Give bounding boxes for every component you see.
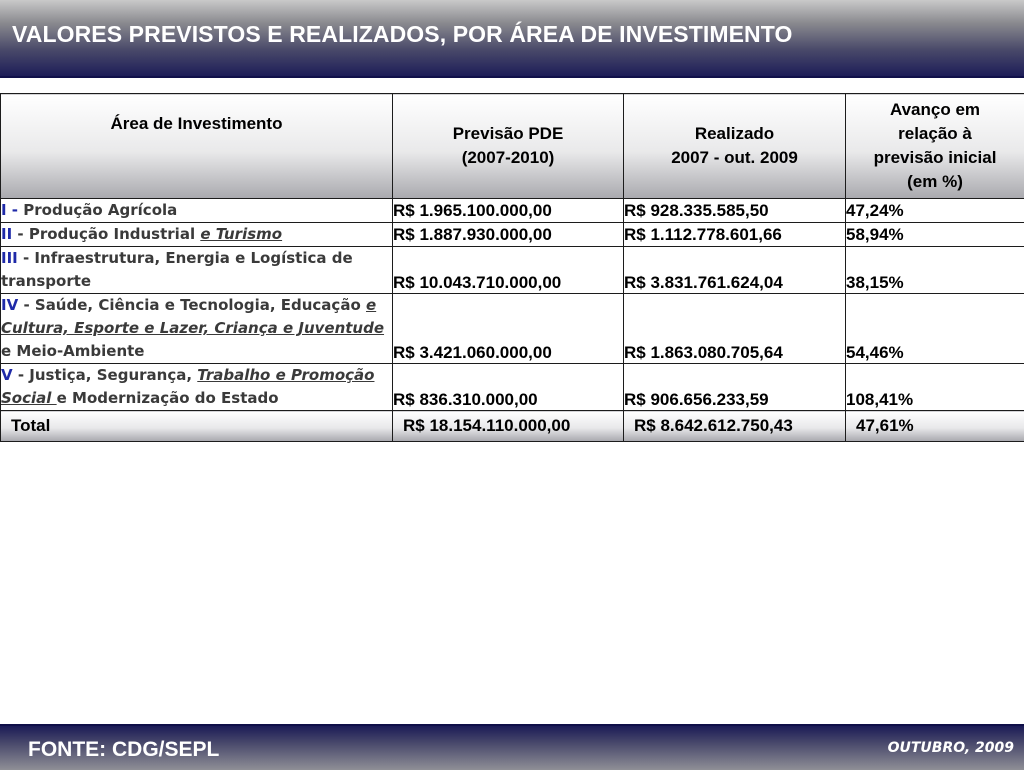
area-cell — [1, 247, 393, 294]
realized-cell: R$ 1.112.778.601,66 — [624, 223, 846, 247]
advance-cell: 38,15% — [846, 247, 1024, 294]
roman-numeral: IV — [1, 296, 18, 314]
header-area-label: Área de Investimento — [1, 112, 392, 136]
area-text-emphasis: Trabalho e Promoção Social — [1, 366, 374, 407]
header-bar — [0, 0, 1024, 78]
header-advance — [846, 94, 1024, 199]
total-prevision: R$ 18.154.110.000,00 — [393, 411, 624, 442]
advance-cell: 54,46% — [846, 294, 1024, 364]
area-cell — [1, 294, 393, 364]
header-realized-line2: 2007 - out. 2009 — [630, 146, 839, 170]
header-advance-line3: previsão inicial — [852, 146, 1018, 170]
advance-cell: 108,41% — [846, 364, 1024, 411]
roman-numeral: III — [1, 249, 18, 267]
prevision-cell: R$ 1.965.100.000,00 — [393, 199, 624, 223]
advance-cell: 47,24% — [846, 199, 1024, 223]
area-text-end: e Modernização do Estado — [57, 389, 279, 407]
prevision-cell: R$ 10.043.710.000,00 — [393, 247, 624, 294]
realized-cell: R$ 928.335.585,50 — [624, 199, 846, 223]
area-text: Produção Agrícola — [23, 201, 177, 219]
roman-numeral: V — [1, 366, 13, 384]
header-prevision-line1: Previsão PDE — [399, 122, 617, 146]
area-text-emphasis: e Cultura, Esporte e Lazer, Criança e Juventude — [1, 296, 384, 337]
realized-cell: R$ 906.656.233,59 — [624, 364, 846, 411]
area-text: - Produção Industrial — [17, 225, 200, 243]
table-row — [1, 294, 1024, 364]
slide-title: VALORES PREVISTOS E REALIZADOS, POR ÁREA DE INVESTIMENTO — [12, 21, 792, 48]
footer-source: FONTE: CDG/SEPL — [28, 738, 219, 762]
prevision-cell: R$ 836.310.000,00 — [393, 364, 624, 411]
area-cell — [1, 364, 393, 411]
header-advance-line4: (em %) — [852, 170, 1018, 194]
header-prevision-line2: (2007-2010) — [399, 146, 617, 170]
prevision-cell: R$ 1.887.930.000,00 — [393, 223, 624, 247]
header-area — [1, 94, 393, 199]
header-prevision — [393, 94, 624, 199]
table-row — [1, 223, 1024, 247]
realized-cell: R$ 3.831.761.624,04 — [624, 247, 846, 294]
roman-numeral: II — [1, 225, 12, 243]
prevision-cell: R$ 3.421.060.000,00 — [393, 294, 624, 364]
table-row — [1, 199, 1024, 223]
total-realized: R$ 8.642.612.750,43 — [624, 411, 846, 442]
header-realized-line1: Realizado — [630, 122, 839, 146]
header-realized — [624, 94, 846, 199]
table-header-row — [1, 94, 1024, 199]
investment-table — [0, 93, 1024, 442]
roman-numeral: I - — [1, 201, 18, 219]
area-text: - Saúde, Ciência e Tecnologia, Educação — [23, 296, 366, 314]
area-text: - Justiça, Segurança, — [18, 366, 197, 384]
area-cell — [1, 199, 393, 223]
total-advance: 47,61% — [846, 411, 1024, 442]
area-text: - Infraestrutura, Energia e Logística de transporte — [1, 249, 353, 290]
footer-bar — [0, 724, 1024, 770]
header-advance-line1: Avanço em — [852, 98, 1018, 122]
advance-cell: 58,94% — [846, 223, 1024, 247]
header-advance-line2: relação à — [852, 122, 1018, 146]
table-row — [1, 247, 1024, 294]
footer-date: OUTUBRO, 2009 — [888, 740, 1014, 756]
realized-cell: R$ 1.863.080.705,64 — [624, 294, 846, 364]
area-text-end: e Meio-Ambiente — [1, 342, 144, 360]
area-cell — [1, 223, 393, 247]
table-row — [1, 364, 1024, 411]
total-label: Total — [1, 411, 393, 442]
total-row — [1, 411, 1024, 442]
area-text-emphasis: e Turismo — [200, 225, 282, 243]
